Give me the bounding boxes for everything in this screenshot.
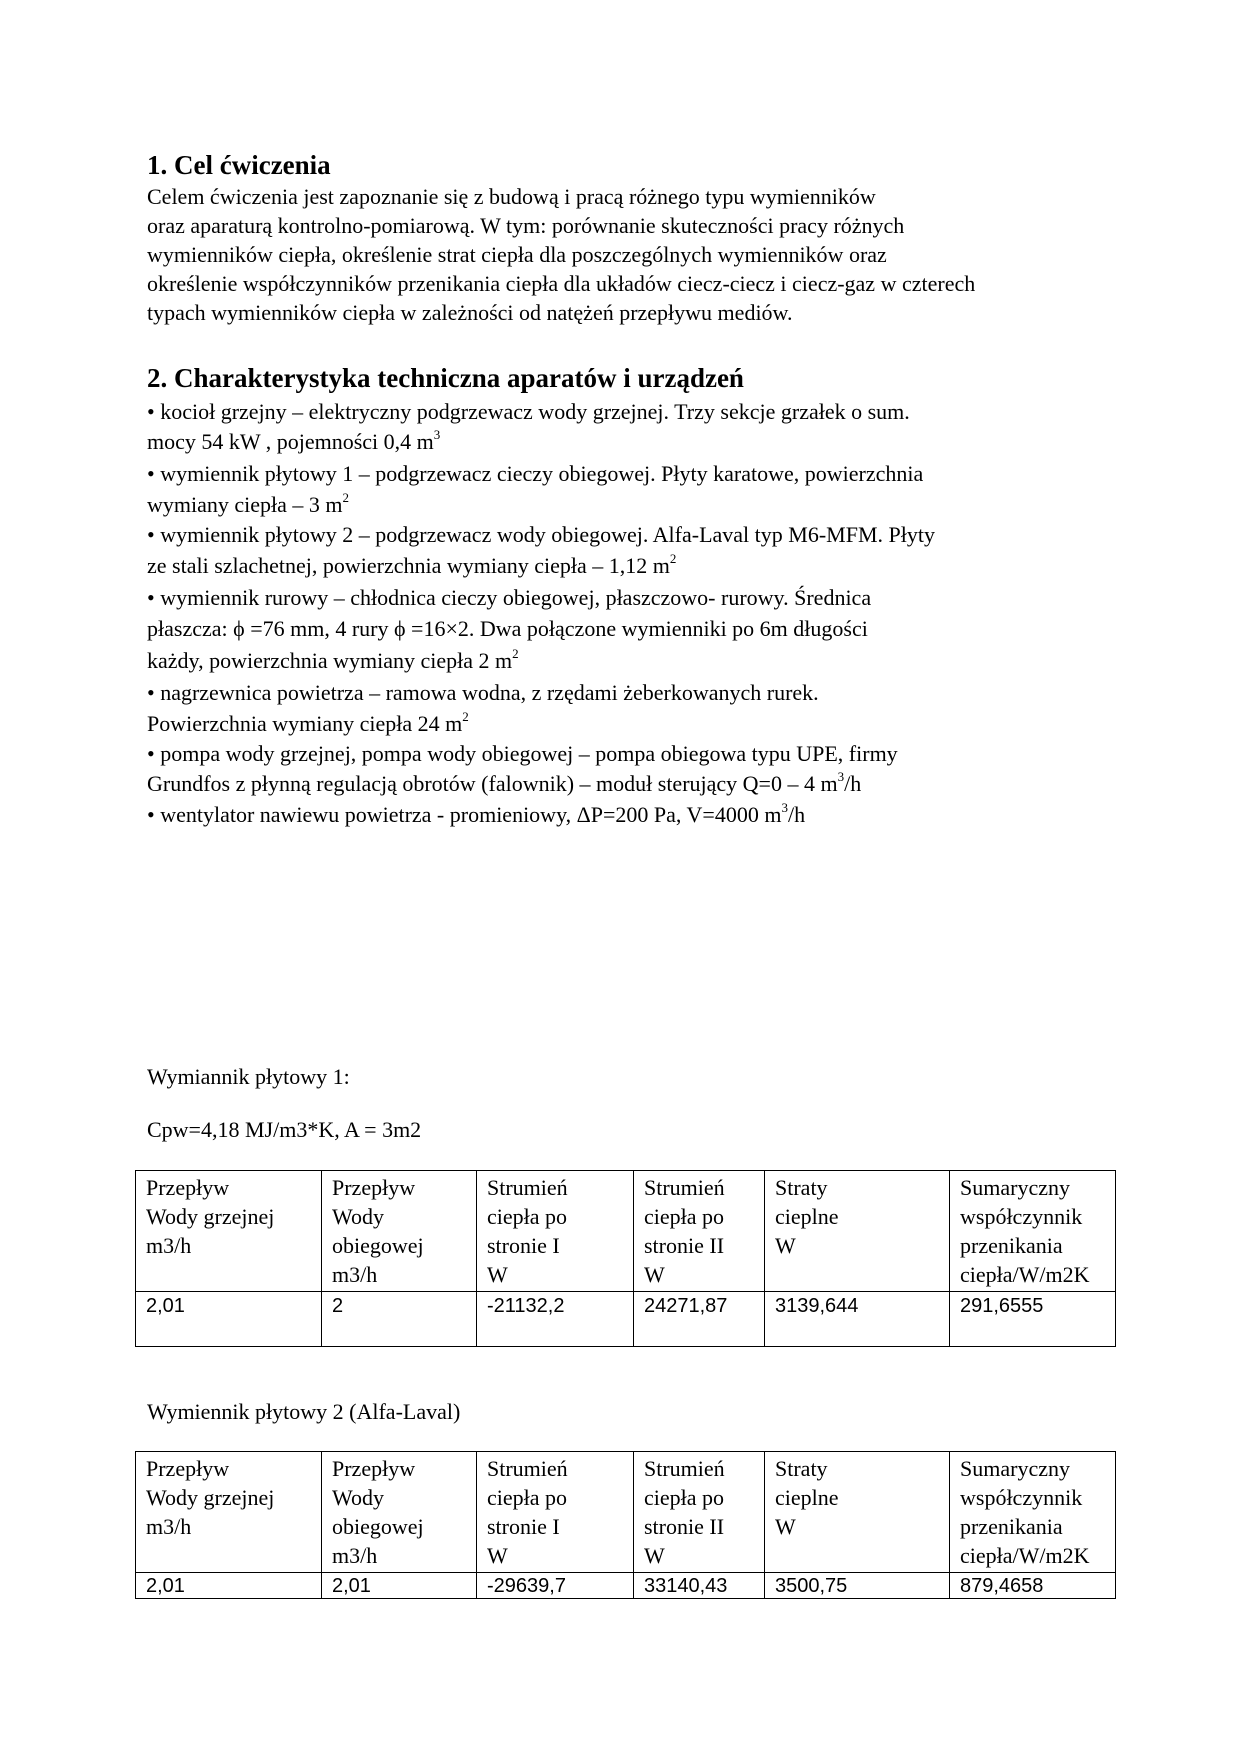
table-cell: 879,4658: [950, 1573, 1116, 1599]
header-text: m3/h: [332, 1262, 378, 1287]
bullet-line: [147, 398, 910, 426]
line-text: • nagrzewnica powietrza – ramowa wodna, z rzędami żeberkowanych rurek.: [147, 680, 819, 705]
table-cell: 291,6555: [950, 1292, 1116, 1347]
superscript: 2: [669, 550, 677, 566]
table-cell: 3139,644: [765, 1292, 950, 1347]
bullet-line: [147, 460, 923, 488]
header-text: Przepływ: [332, 1456, 416, 1481]
line-suffix: /h: [844, 771, 862, 796]
header-text: stronie II: [644, 1514, 725, 1539]
bullet-line: [147, 552, 676, 580]
table-cell: -29639,7: [477, 1573, 634, 1599]
section1-heading: 1. Cel ćwiczenia: [147, 150, 331, 180]
line-text: • kocioł grzejny – elektryczny podgrzewacz wody grzejnej. Trzy sekcje grzałek o sum.: [147, 399, 910, 424]
header-text: W: [644, 1262, 665, 1287]
column-header: [477, 1452, 634, 1573]
bullet-line: [147, 710, 469, 738]
superscript: 2: [512, 645, 519, 661]
header-text: cieplne: [775, 1204, 839, 1229]
table-row: [136, 1292, 1116, 1347]
header-text: ciepła po: [644, 1204, 725, 1229]
header-text: ciepła po: [487, 1485, 568, 1510]
bullet-line: [147, 770, 861, 798]
header-text: przenikania: [960, 1233, 1063, 1258]
table-cell: 2,01: [322, 1573, 477, 1599]
line-text: Powierzchnia wymiany ciepła 24 m: [147, 711, 463, 736]
table-cell: 2,01: [136, 1573, 322, 1599]
table-row: [136, 1573, 1116, 1599]
header-text: ciepła/W/m2K: [960, 1543, 1090, 1568]
header-text: Strumień: [487, 1175, 568, 1200]
line-text: Grundfos z płynną regulacją obrotów (falownik) – moduł sterujący Q=0 – 4 m: [147, 771, 838, 796]
paragraph-line: oraz aparaturą kontrolno-pomiarową. W tym: porównanie skuteczności pracy różnych: [147, 213, 905, 238]
bullet-line: [147, 740, 898, 768]
table-cell: 24271,87: [634, 1292, 765, 1347]
header-text: W: [775, 1514, 796, 1539]
table-cell: -21132,2: [477, 1292, 634, 1347]
header-text: Strumień: [487, 1456, 568, 1481]
bullet-line: [147, 647, 519, 675]
column-header: [136, 1171, 322, 1292]
line-suffix: /h: [787, 802, 806, 827]
column-header: [322, 1171, 477, 1292]
header-text: cieplne: [775, 1485, 839, 1510]
header-text: Przepływ: [332, 1175, 416, 1200]
header-text: m3/h: [332, 1543, 378, 1568]
header-text: stronie I: [487, 1514, 560, 1539]
line-text: • wymiennik płytowy 1 – podgrzewacz cieczy obiegowej. Płyty karatowe, powierzchnia: [147, 461, 924, 486]
header-text: W: [644, 1543, 665, 1568]
column-header: [950, 1171, 1116, 1292]
paragraph-line: typach wymienników ciepła w zależności od natężeń przepływu mediów.: [147, 300, 793, 325]
column-header: [477, 1171, 634, 1292]
table-header-row: [136, 1171, 1116, 1292]
line-text: • wentylator nawiewu powietrza - promieniowy, ΔP=200 Pa, V=4000 m: [147, 802, 782, 827]
header-text: W: [487, 1543, 508, 1568]
header-text: Straty: [775, 1175, 828, 1200]
header-text: m3/h: [146, 1514, 192, 1539]
header-text: W: [487, 1262, 508, 1287]
superscript: 3: [781, 799, 788, 815]
header-text: Sumaryczny: [960, 1175, 1070, 1200]
line-text: wymiany ciepła – 3 m: [147, 492, 343, 517]
superscript: 3: [433, 426, 441, 442]
line-text: • pompa wody grzejnej, pompa wody obiegowej – pompa obiegowa typu UPE, firmy: [147, 741, 898, 766]
line-text: mocy 54 kW , pojemności 0,4 m: [147, 429, 434, 454]
header-text: stronie I: [487, 1233, 560, 1258]
header-text: Sumaryczny: [960, 1456, 1070, 1481]
bullet-line: [147, 428, 440, 456]
column-header: [136, 1452, 322, 1573]
superscript: 2: [462, 708, 469, 724]
table-cell: 2,01: [136, 1292, 322, 1347]
bullet-line: [147, 801, 805, 829]
header-text: Strumień: [644, 1175, 725, 1200]
table-header-row: [136, 1452, 1116, 1573]
header-text: ciepła po: [644, 1485, 725, 1510]
column-header: [765, 1452, 950, 1573]
line-text: • wymiennik rurowy – chłodnica cieczy obiegowej, płaszczowo- rurowy. Średnica: [147, 585, 872, 610]
header-text: współczynnik: [960, 1485, 1083, 1510]
line-text: płaszcza: ϕ =76 mm, 4 rury ϕ =16×2. Dwa połączone wymienniki po 6m długości: [147, 616, 868, 641]
header-text: ciepła po: [487, 1204, 568, 1229]
paragraph-line: wymienników ciepła, określenie strat ciepła dla poszczególnych wymienników oraz: [147, 242, 887, 267]
exchanger1-params: Cpw=4,18 MJ/m3*K, A = 3m2: [147, 1117, 422, 1142]
header-text: stronie II: [644, 1233, 725, 1258]
bullet-line: [147, 679, 819, 707]
paragraph-line: Celem ćwiczenia jest zapoznanie się z budową i pracą różnego typu wymienników: [147, 184, 876, 209]
paragraph-line: określenie współczynników przenikania ciepła dla układów ciecz-ciecz i ciecz-gaz w czterech: [147, 271, 976, 296]
exchanger2-title: Wymiennik płytowy 2 (Alfa-Laval): [147, 1399, 461, 1424]
header-text: Wody grzejnej: [146, 1485, 275, 1510]
header-text: obiegowej: [332, 1233, 424, 1258]
column-header: [322, 1452, 477, 1573]
header-text: m3/h: [146, 1233, 192, 1258]
bullet-line: [147, 615, 868, 643]
superscript: 2: [342, 489, 350, 505]
table-cell: 33140,43: [634, 1573, 765, 1599]
header-text: Przepływ: [146, 1175, 230, 1200]
header-text: Wody: [332, 1485, 385, 1510]
header-text: współczynnik: [960, 1204, 1083, 1229]
header-text: Wody: [332, 1204, 385, 1229]
exchanger1-table: [135, 1170, 1116, 1347]
bullet-line: [147, 584, 871, 612]
column-header: [950, 1452, 1116, 1573]
bullet-line: [147, 491, 349, 519]
line-text: każdy, powierzchnia wymiany ciepła 2 m: [147, 648, 513, 673]
column-header: [765, 1171, 950, 1292]
header-text: obiegowej: [332, 1514, 424, 1539]
bullet-line: [147, 521, 935, 549]
header-text: ciepła/W/m2K: [960, 1262, 1090, 1287]
header-text: Straty: [775, 1456, 828, 1481]
line-text: • wymiennik płytowy 2 – podgrzewacz wody obiegowej. Alfa-Laval typ M6-MFM. Płyty: [147, 522, 935, 547]
exchanger2-table: [135, 1451, 1116, 1599]
line-text: ze stali szlachetnej, powierzchnia wymiany ciepła – 1,12 m: [147, 553, 670, 578]
table-cell: 2: [322, 1292, 477, 1347]
table-cell: 3500,75: [765, 1573, 950, 1599]
header-text: Wody grzejnej: [146, 1204, 275, 1229]
header-text: przenikania: [960, 1514, 1063, 1539]
exchanger1-title: Wymiannik płytowy 1:: [147, 1064, 350, 1089]
header-text: W: [775, 1233, 796, 1258]
header-text: Przepływ: [146, 1456, 230, 1481]
column-header: [634, 1171, 765, 1292]
superscript: 3: [837, 768, 845, 784]
header-text: Strumień: [644, 1456, 725, 1481]
column-header: [634, 1452, 765, 1573]
section2-heading: 2. Charakterystyka techniczna aparatów i urządzeń: [147, 363, 744, 393]
